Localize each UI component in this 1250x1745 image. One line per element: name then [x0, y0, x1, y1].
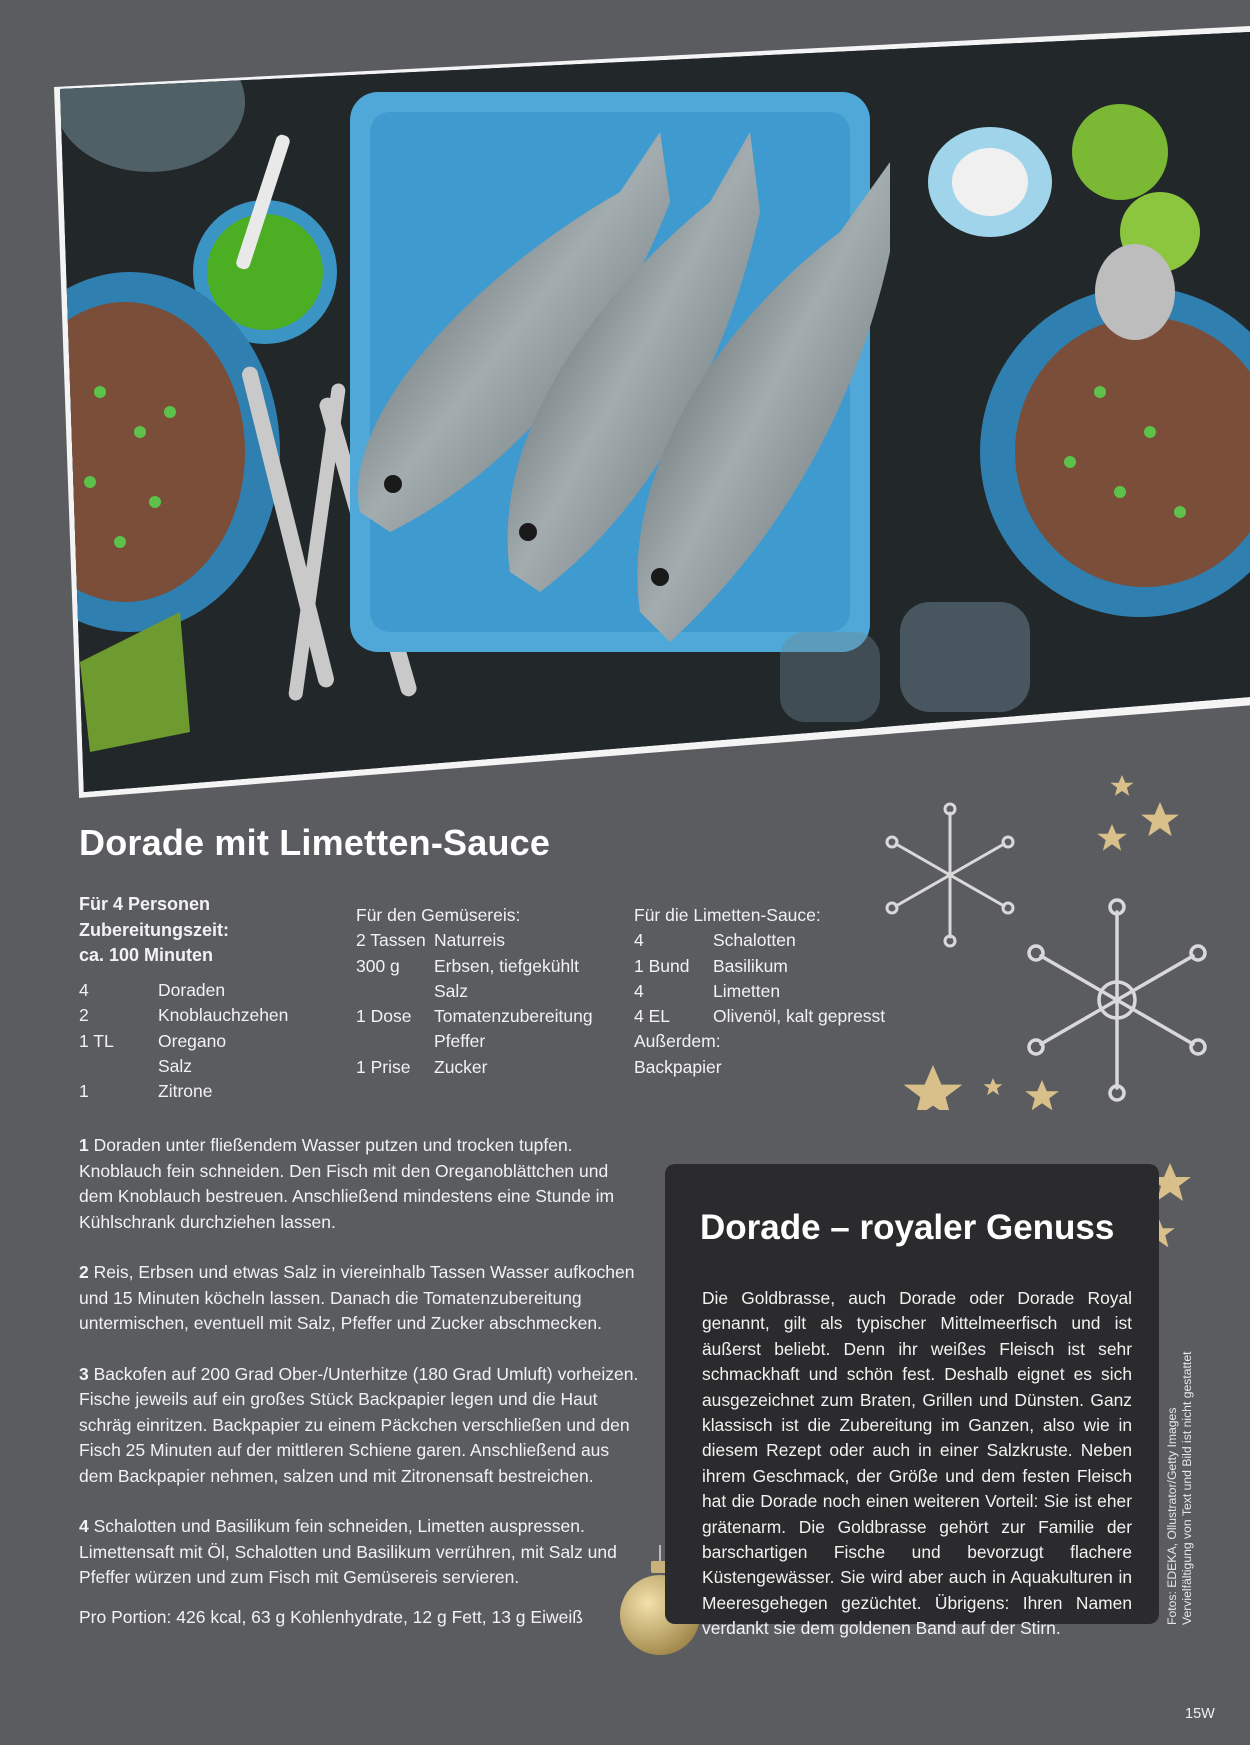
ingredient-row: [79, 1029, 288, 1054]
ingredient-amount: 1 Dose: [356, 1006, 412, 1027]
prep-time: ca. 100 Minuten: [79, 945, 214, 965]
credits-line-1: Fotos: EDEKA, Ollustrator/Getty Images: [1165, 1407, 1179, 1625]
ingredient-amount: [356, 979, 434, 1004]
ingredient-row: [356, 1029, 593, 1054]
info-box: [665, 1164, 1159, 1639]
ingredient-item: Zitrone: [158, 1081, 213, 1102]
rice-heading: Für den Gemüsereis:: [356, 905, 521, 925]
ingredient-item: Pfeffer: [434, 1031, 486, 1052]
ingredient-item: Basilikum: [713, 955, 788, 976]
ingredients-main: [79, 978, 288, 1104]
ingredient-row: [634, 954, 885, 979]
dorade-photo-illustration: [60, 32, 1250, 792]
ingredient-item: Doraden: [158, 980, 226, 1000]
ingredient-amount: 1 Bund: [634, 955, 690, 976]
ingredient-row: [634, 928, 885, 953]
ingredient-row: [79, 1054, 288, 1079]
ingredient-item: Salz: [434, 980, 469, 1001]
ingredients-sauce: [634, 903, 885, 1080]
recipe-steps: [79, 1133, 639, 1616]
step-text: Reis, Erbsen und etwas Salz in viereinhalb Tassen Wasser aufkochen und 15 Minuten köcheln lassen. Danach die Tomatenzubereitung untermischen, eventuell mit Salz, Pfeffer und Zucker abschmecken.: [79, 1262, 635, 1333]
step-number: 1: [79, 1135, 89, 1155]
photo-credits: [1165, 1352, 1195, 1625]
ingredient-amount: 1 Prise: [356, 1056, 411, 1077]
snowflake-small-icon: [887, 804, 1013, 946]
info-box-body: Die Goldbrasse, auch Dorade oder Dorade Royal genannt, gilt als typischer Mittelmeerfisch und ist äußerst beliebt. Denn ihr weißes Fleisch ist sehr schmackhaft und schön fest. Deshalb eignet es sich ausgezeichnet zum Braten, Grillen und Dünsten. Ganz klassisch ist die Zubereitung im Ganzen, also wie in diesem Rezept oder auch in einer Salzkruste. Neben ihrem Geschmack, der Größe und dem festen Fleisch hat die Dorade noch einen weiteren Vorteil: Sie ist eher grätenarm. Die Goldbrasse gehört zur Familie der barschartigen Fische und bevorzugt flachere Küstengewässer. Sie wird aber auch in Aquakulturen in Meeresgehegen gezüchtet. Übrigens: Ihren Namen verdankt sie dem goldenen Band auf der Stirn.: [702, 1288, 1132, 1639]
credits-line-2: Vervielfältigung von Text und Bild ist nicht gestattet: [1180, 1351, 1194, 1625]
ingredient-amount: [356, 1029, 434, 1054]
step-number: 2: [79, 1262, 89, 1282]
extra-heading: Außerdem:: [634, 1031, 721, 1052]
prep-time-label: Zubereitungszeit:: [79, 919, 230, 940]
ingredient-amount: 1: [79, 1081, 89, 1102]
ingredient-row: [634, 979, 885, 1004]
step-number: 3: [79, 1363, 89, 1384]
ingredient-row: [356, 1055, 593, 1080]
ingredient-amount: 4: [634, 930, 644, 951]
ingredient-item: Schalotten: [713, 930, 796, 951]
water-glass: [60, 32, 245, 172]
dorade-photo: [60, 32, 1250, 792]
ingredient-amount: 2 Tassen: [356, 930, 426, 951]
ingredient-amount: 1 TL: [79, 1030, 114, 1051]
step: [79, 1514, 639, 1591]
ingredient-item: Naturreis: [434, 930, 505, 951]
ingredient-amount: 4: [634, 980, 644, 1001]
ingredient-item: Tomatenzubereitung: [434, 1006, 593, 1027]
page-number: 15W: [1185, 1706, 1215, 1722]
ingredient-item: Knoblauchzehen: [158, 1005, 289, 1026]
nutrition-info: Pro Portion: 426 kcal, 63 g Kohlenhydrate, 12 g Fett, 13 g Eiweiß: [79, 1607, 583, 1627]
recipe-title: Dorade mit Limetten-Sauce: [79, 822, 551, 863]
ingredient-item: Oregano: [158, 1030, 227, 1051]
ingredient-item: Limetten: [713, 980, 781, 1001]
ingredient-row: [356, 1004, 593, 1029]
ingredient-item: Erbsen, tiefgekühlt: [434, 955, 579, 976]
ingredient-row: [79, 1079, 288, 1104]
ingredient-row: [79, 1003, 288, 1028]
snowflake-large-icon: [1029, 900, 1205, 1100]
lime: [1072, 104, 1168, 200]
info-box-title: Dorade – royaler Genuss: [700, 1208, 1115, 1247]
ingredient-amount: 4 EL: [634, 1006, 670, 1027]
christmas-decoration: [860, 770, 1220, 1110]
step-text: Doraden unter fließendem Wasser putzen und trocken tupfen. Knoblauch fein schneiden. Den Fisch mit den Oreganoblättchen und dem Knoblauch bestreuen. Anschließend mindestens eine Stunde im Kühlschrank durchziehen lassen.: [79, 1135, 615, 1232]
step-text: Backofen auf 200 Grad Ober-/Unterhitze (180 Grad Umluft) vorheizen. Fische jeweils auf ein großes Stück Backpapier legen und die Haut schräg einritzen. Backpapier zu einem Päckchen verschließen und den Fisch 25 Minuten auf der mittleren Schiene garen. Anschließend aus dem Backpapier nehmen, salzen und mit Zitronensaft bestreichen.: [79, 1363, 639, 1486]
servings: Für 4 Personen: [79, 894, 211, 914]
step: [79, 1362, 639, 1490]
step: [79, 1260, 639, 1337]
step: [79, 1133, 639, 1235]
ingredient-amount: 2: [79, 1005, 89, 1026]
ingredient-row: [634, 1004, 885, 1029]
ingredient-row: [356, 979, 593, 1004]
ingredient-row: [356, 928, 593, 953]
ingredient-row: [79, 978, 288, 1003]
ingredient-item: Salz: [158, 1055, 193, 1076]
ingredient-amount: 300 g: [356, 955, 400, 976]
sauce-heading: Für die Limetten-Sauce:: [634, 905, 821, 925]
ingredient-amount: [79, 1054, 158, 1079]
ingredient-item: Olivenöl, kalt gepresst: [713, 1006, 886, 1027]
recipe-meta: [79, 892, 229, 969]
extra-item: Backpapier: [634, 1056, 722, 1077]
step-number: 4: [79, 1516, 89, 1536]
ingredients-rice: [356, 903, 593, 1080]
ingredient-amount: 4: [79, 980, 89, 1000]
ingredient-item: Zucker: [434, 1056, 488, 1077]
step-text: Schalotten und Basilikum fein schneiden, Limetten auspressen. Limettensaft mit Öl, Schalotten und Basilikum verrühren, mit Salz und Pfeffer würzen und zum Fisch mit Gemüsereis servieren.: [79, 1516, 617, 1587]
ingredient-row: [356, 954, 593, 979]
